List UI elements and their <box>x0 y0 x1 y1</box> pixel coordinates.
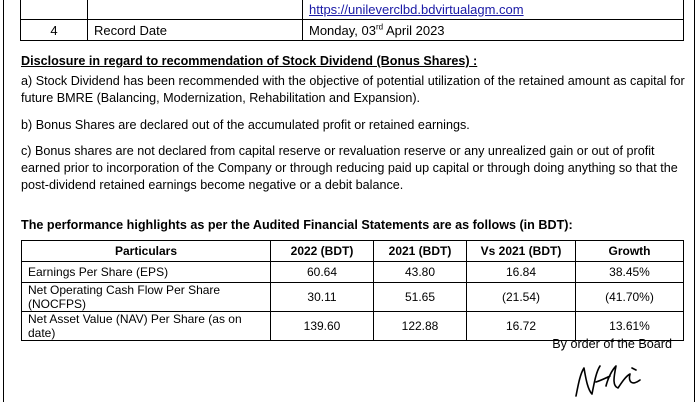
table-cell: 60.64 <box>271 262 374 283</box>
disclosure-heading: Disclosure in regard to recommendation of Stock Dividend (Bonus Shares) : <box>21 54 478 68</box>
row-number: 4 <box>21 20 88 41</box>
table-row <box>21 0 684 20</box>
column-header: Growth <box>576 241 684 262</box>
table-cell: 139.60 <box>271 312 374 341</box>
disclosure-paragraph-c: c) Bonus shares are not declared from capital reserve or revaluation reserve or any unrealized gain or out of profit earned prior to incorporation of the Company or through reducing paid up capital or through doing anything so that the post-dividend retained earnings become negative or a debit balance. <box>21 144 678 192</box>
disclosure-paragraph-b: b) Bonus Shares are declared out of the accumulated profit or retained earnings. <box>21 118 470 132</box>
table-cell: 16.72 <box>467 312 576 341</box>
row-number <box>21 0 88 20</box>
table-cell: Net Operating Cash Flow Per Share (NOCFPS) <box>22 283 271 312</box>
record-date-rest: April 2023 <box>383 22 445 38</box>
table-row <box>22 262 684 283</box>
performance-heading: The performance highlights as per the Audited Financial Statements are as follows (in BDT): <box>21 218 573 232</box>
table-header-row <box>22 241 684 262</box>
closing-text: By order of the Board <box>552 337 672 351</box>
record-date-value <box>303 20 684 41</box>
column-header: 2021 (BDT) <box>374 241 467 262</box>
table-row <box>22 283 684 312</box>
table-cell: Net Asset Value (NAV) Per Share (as on date) <box>22 312 271 341</box>
record-date-main: Monday, 03 <box>309 22 376 38</box>
table-cell: 38.45% <box>576 262 684 283</box>
row-label <box>88 0 303 20</box>
table-cell: 51.65 <box>374 283 467 312</box>
table-cell: Earnings Per Share (EPS) <box>22 262 271 283</box>
table-cell: 30.11 <box>271 283 374 312</box>
performance-table <box>21 240 684 341</box>
table-row <box>21 20 684 41</box>
virtual-agm-link[interactable]: https://unileverclbd.bdvirtualagm.com <box>309 1 524 17</box>
agm-link-cell <box>303 0 684 20</box>
record-date-suffix: rd <box>375 22 384 32</box>
table-cell: (41.70%) <box>576 283 684 312</box>
column-header: Vs 2021 (BDT) <box>467 241 576 262</box>
row-label: Record Date <box>88 20 303 41</box>
table-cell: (21.54) <box>467 283 576 312</box>
disclosure-paragraph-a: a) Stock Dividend has been recommended with the objective of potential utilization of the retained amount as capital for future BMRE (Balancing, Modernization, Rehabilitation and Expansion). <box>21 74 685 105</box>
column-header: Particulars <box>22 241 271 262</box>
table-cell: 122.88 <box>374 312 467 341</box>
table-cell: 43.80 <box>374 262 467 283</box>
table-cell: 13.61% <box>576 312 684 341</box>
column-header: 2022 (BDT) <box>271 241 374 262</box>
signature-icon <box>570 356 650 400</box>
table-cell: 16.84 <box>467 262 576 283</box>
agm-info-table <box>20 0 684 41</box>
